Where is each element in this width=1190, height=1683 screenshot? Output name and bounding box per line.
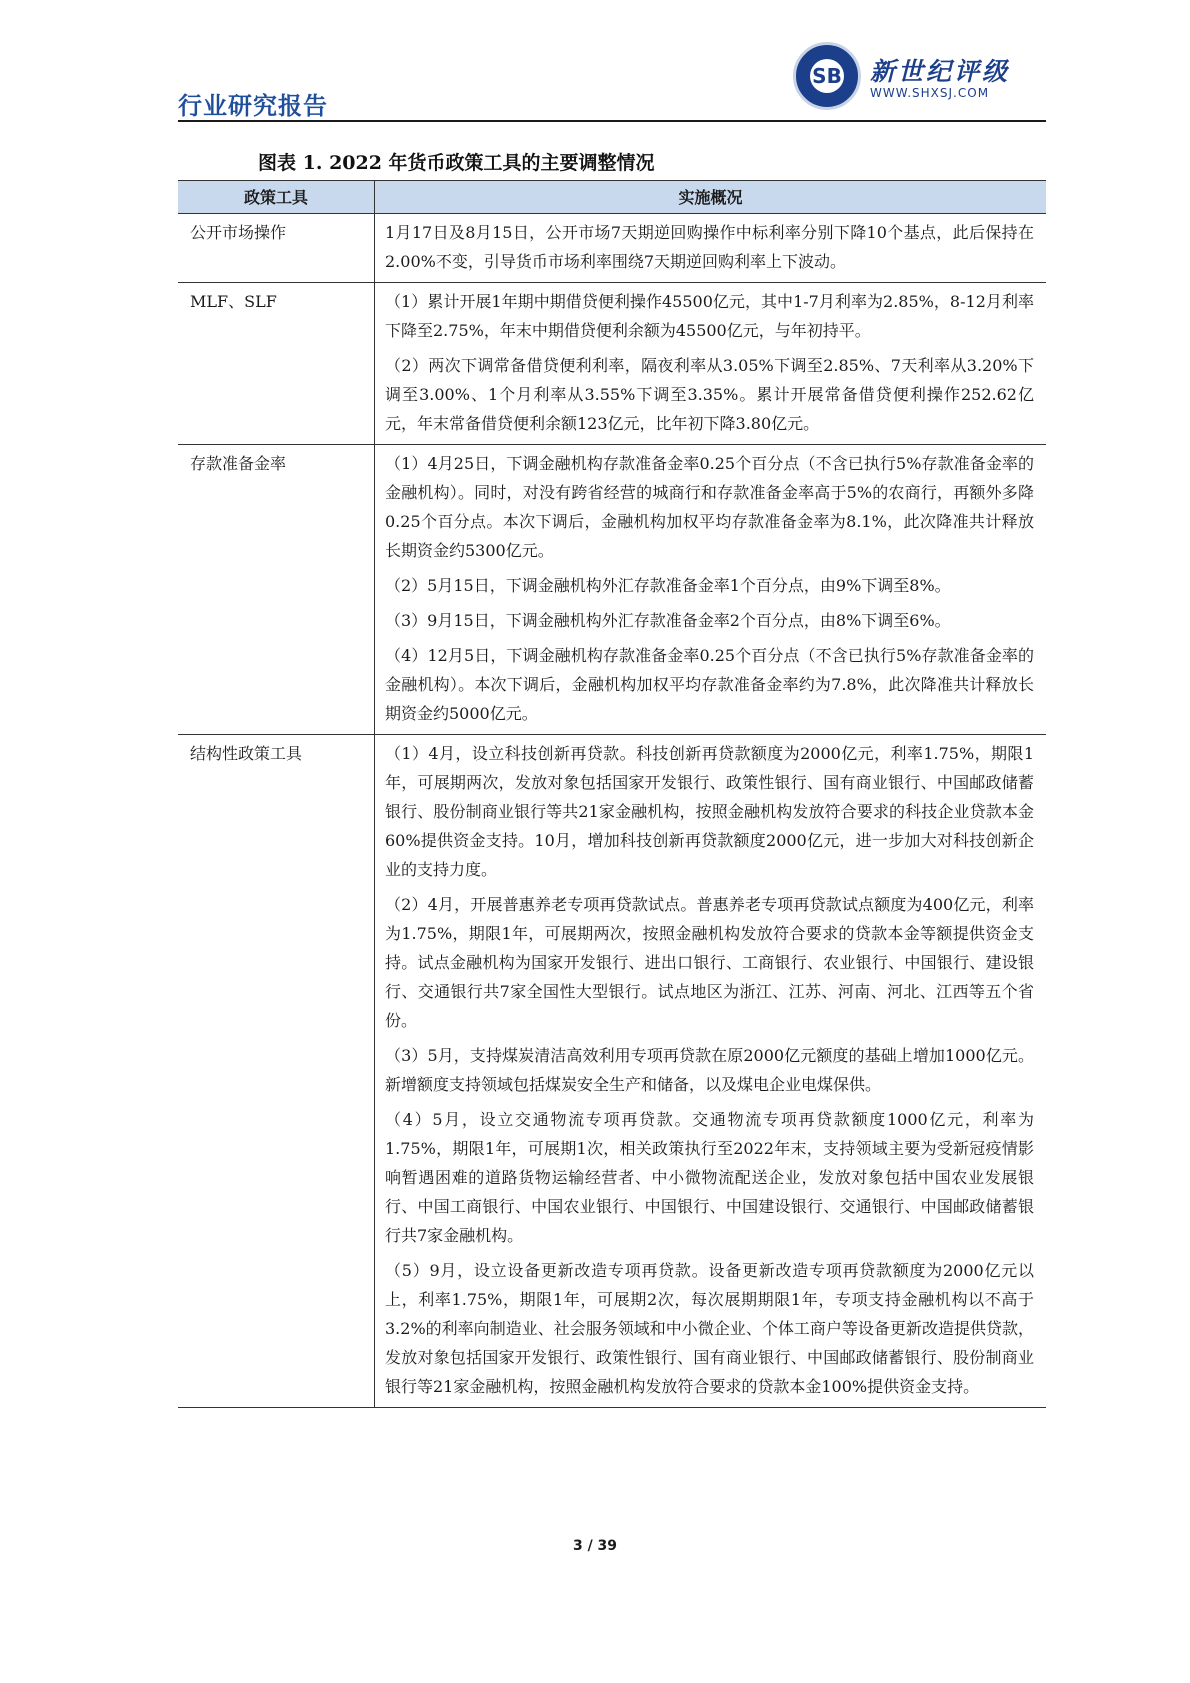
- report-section-title: 行业研究报告: [178, 92, 328, 120]
- detail-paragraph: （4）5月，设立交通物流专项再贷款。交通物流专项再贷款额度1000亿元，利率为1.75%，期限1年，可展期1次，相关政策执行至2022年末，支持领域主要为受新冠疫情影响暂遇困难的道路货物运输经营者、中小微物流配送企业，发放对象包括中国农业发展银行、中国工商银行、中国农业银行、中国银行、中国建设银行、交通银行、中国邮政储蓄银行共7家金融机构。: [385, 1110, 1034, 1245]
- detail-cell: [375, 283, 1047, 445]
- brand-logo: [793, 42, 861, 110]
- detail-paragraph: 1月17日及8月15日，公开市场7天期逆回购操作中标利率分别下降10个基点，此后保持在2.00%不变，引导货币市场利率围绕7天期逆回购利率上下波动。: [385, 223, 1034, 271]
- detail-cell: [375, 214, 1047, 283]
- detail-cell: [375, 735, 1047, 1408]
- detail-paragraph: （2）5月15日，下调金融机构外汇存款准备金率1个百分点，由9%下调至8%。: [385, 576, 951, 595]
- tool-cell: MLF、SLF: [178, 283, 375, 445]
- table-row: [178, 735, 1046, 1408]
- detail-cell: [375, 445, 1047, 735]
- detail-paragraph: （5）9月，设立设备更新改造专项再贷款。设备更新改造专项再贷款额度为2000亿元以上，利率1.75%，期限1年，可展期2次，每次展期期限1年，专项支持金融机构以不高于3.2%的利率向制造业、社会服务领域和中小微企业、个体工商户等设备更新改造提供贷款，发放对象包括国家开发银行、政策性银行、国有商业银行、中国邮政储蓄银行、股份制商业银行等21家金融机构，按照金融机构发放符合要求的贷款本金100%提供资金支持。: [385, 1261, 1034, 1396]
- policy-table: [178, 180, 1046, 1408]
- logo-monogram: SB: [810, 59, 844, 93]
- detail-paragraph: （3）5月，支持煤炭清洁高效利用专项再贷款在原2000亿元额度的基础上增加1000亿元。新增额度支持领域包括煤炭安全生产和储备，以及煤电企业电煤保供。: [385, 1046, 1034, 1094]
- column-header-detail: 实施概况: [375, 181, 1047, 214]
- table-header-row: [178, 181, 1046, 214]
- table-row: [178, 445, 1046, 735]
- tool-cell: 结构性政策工具: [178, 735, 375, 1408]
- detail-paragraph: （2）4月，开展普惠养老专项再贷款试点。普惠养老专项再贷款试点额度为400亿元，利率为1.75%，期限1年，可展期两次，按照金融机构发放符合要求的贷款本金等额提供资金支持。试点金融机构为国家开发银行、进出口银行、工商银行、农业银行、中国银行、建设银行、交通银行共7家全国性大型银行。试点地区为浙江、江苏、河南、河北、江西等五个省份。: [385, 895, 1034, 1030]
- tool-cell: 存款准备金率: [178, 445, 375, 735]
- detail-paragraph: （4）12月5日，下调金融机构存款准备金率0.25个百分点（不含已执行5%存款准备金率的金融机构）。本次下调后，金融机构加权平均存款准备金率约为7.8%，此次降准共计释放长期资金约5000亿元。: [385, 646, 1034, 723]
- detail-paragraph: （1）累计开展1年期中期借贷便利操作45500亿元，其中1-7月利率为2.85%，8-12月利率下降至2.75%，年末中期借贷便利余额为45500亿元，与年初持平。: [385, 292, 1034, 340]
- tool-cell: 公开市场操作: [178, 214, 375, 283]
- detail-paragraph: （1）4月25日，下调金融机构存款准备金率0.25个百分点（不含已执行5%存款准备金率的金融机构）。同时，对没有跨省经营的城商行和存款准备金率高于5%的农商行，再额外多降0.25个百分点。本次下调后，金融机构加权平均存款准备金率为8.1%，此次降准共计释放长期资金约5300亿元。: [385, 454, 1034, 560]
- header-divider: [178, 120, 1046, 122]
- table-row: [178, 283, 1046, 445]
- detail-paragraph: （2）两次下调常备借贷便利利率，隔夜利率从3.05%下调至2.85%、7天利率从3.20%下调至3.00%、1个月利率从3.55%下调至3.35%。累计开展常备借贷便利操作252.62亿元，年末常备借贷便利余额123亿元，比年初下降3.80亿元。: [385, 356, 1034, 433]
- table-row: [178, 214, 1046, 283]
- column-header-tool: 政策工具: [178, 181, 375, 214]
- brand-name: 新世纪评级: [870, 57, 1011, 86]
- figure-title: 图表 1. 2022 年货币政策工具的主要调整情况: [258, 152, 655, 174]
- detail-paragraph: （1）4月，设立科技创新再贷款。科技创新再贷款额度为2000亿元，利率1.75%，期限1年，可展期两次，发放对象包括国家开发银行、政策性银行、国有商业银行、中国邮政储蓄银行、股份制商业银行等共21家金融机构，按照金融机构发放符合要求的科技企业贷款本金60%提供资金支持。10月，增加科技创新再贷款额度2000亿元，进一步加大对科技创新企业的支持力度。: [385, 744, 1034, 879]
- brand-url: WWW.SHXSJ.COM: [870, 86, 990, 100]
- page-number: 3 / 39: [572, 1538, 618, 1554]
- detail-paragraph: （3）9月15日，下调金融机构外汇存款准备金率2个百分点，由8%下调至6%。: [385, 611, 951, 630]
